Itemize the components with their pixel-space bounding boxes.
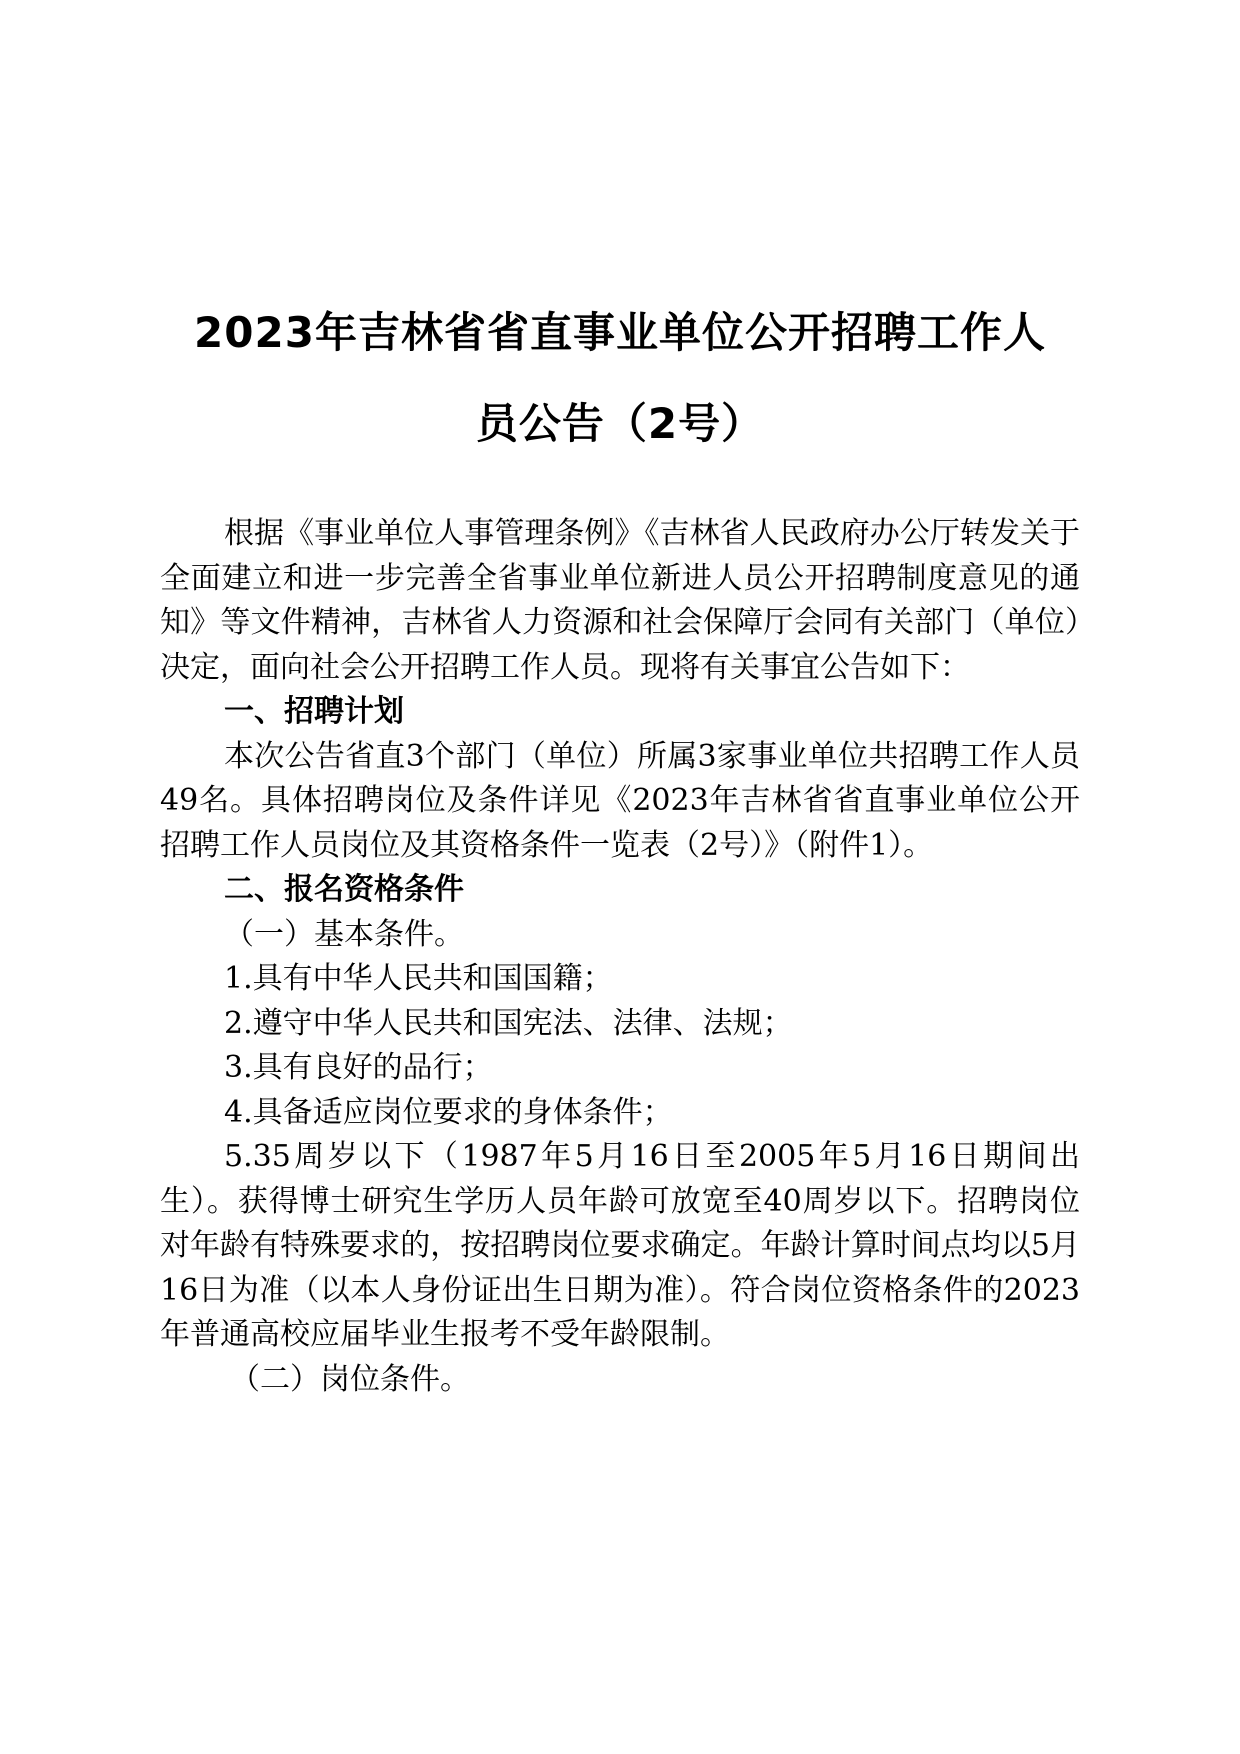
section-1-heading: 一、招聘计划 bbox=[224, 694, 404, 729]
subsection-basic-conditions: （一）基本条件。 bbox=[224, 916, 464, 952]
condition-item-5: 5.35周岁以下（1987年5月16日至2005年5月16日期间出生）。获得博士研究生学历人员年龄可放宽至40周岁以下。招聘岗位对年龄有特殊要求的，按招聘岗位要求确定。年龄计算时间点均以5月16日为准（以本人身份证出生日期为准）。符合岗位资格条件的2023年普通高校应届毕业生报考不受年龄限制。 bbox=[160, 1139, 1080, 1352]
document-title-line-1: 2023年吉林省省直事业单位公开招聘工作人 bbox=[194, 308, 1046, 357]
document-title-line-2: 员公告（2号） bbox=[475, 399, 765, 448]
intro-paragraph: 根据《事业单位人事管理条例》《吉林省人民政府办公厅转发关于全面建立和进一步完善全省事业单位新进人员公开招聘制度意见的通知》等文件精神，吉林省人力资源和社会保障厅会同有关部门（单位）决定，面向社会公开招聘工作人员。现将有关事宜公告如下： bbox=[160, 516, 1080, 685]
condition-item-3: 3.具有良好的品行； bbox=[224, 1050, 493, 1085]
subsection-position-conditions: （二）岗位条件。 bbox=[230, 1361, 470, 1397]
section-1-paragraph: 本次公告省直3个部门（单位）所属3家事业单位共招聘工作人员49名。具体招聘岗位及条件详见《2023年吉林省省直事业单位公开招聘工作人员岗位及其资格条件一览表（2号）》（附件1）。 bbox=[160, 738, 1080, 863]
condition-item-4: 4.具备适应岗位要求的身体条件； bbox=[224, 1094, 673, 1130]
condition-item-1: 1.具有中华人民共和国国籍； bbox=[224, 961, 613, 996]
condition-item-2: 2.遵守中华人民共和国宪法、法律、法规； bbox=[224, 1005, 793, 1041]
document-body bbox=[160, 512, 1080, 1402]
section-2-heading: 二、报名资格条件 bbox=[224, 872, 464, 907]
